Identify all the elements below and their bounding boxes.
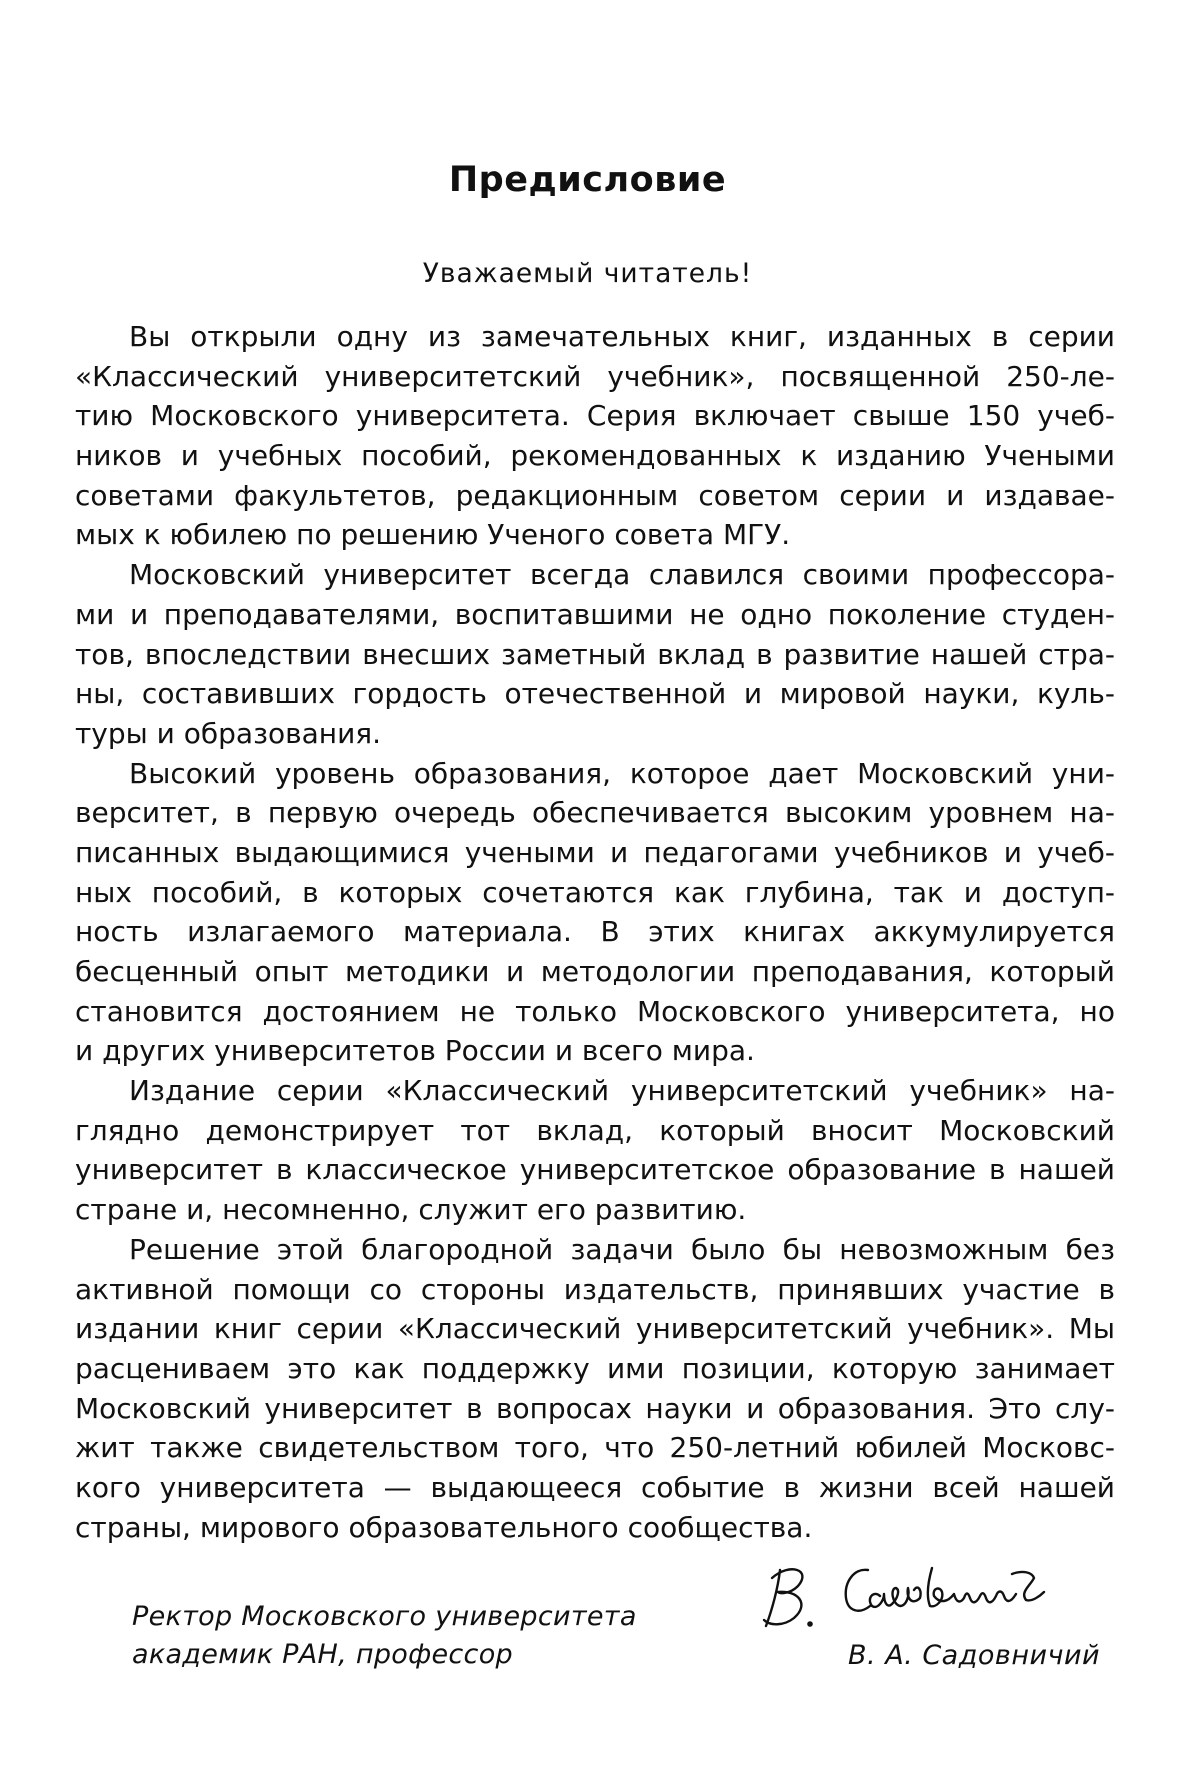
position-line: Ректор Московского университета bbox=[132, 1601, 637, 1632]
text-line: расцениваем это как поддержку ими позиции, которую занимает bbox=[75, 1351, 1115, 1385]
position-line: академик РАН, профессор bbox=[132, 1639, 513, 1670]
text-line: жит также свидетельством того, что 250-летний юбилей Московс- bbox=[75, 1431, 1115, 1465]
text-line: ников и учебных пособий, рекомендованных к изданию Учеными bbox=[75, 439, 1115, 473]
text-line: бесценный опыт методики и методологии преподавания, который bbox=[75, 955, 1115, 988]
text-line: верситет, в первую очередь обеспечивается высоким уровнем на- bbox=[75, 796, 1115, 830]
text-line: становится достоянием не только Московского университета, но bbox=[75, 994, 1115, 1028]
salutation: Уважаемый читатель! bbox=[422, 258, 753, 289]
text-line: издании книг серии «Классический университетский учебник». Мы bbox=[75, 1312, 1115, 1346]
signatory-position bbox=[132, 1598, 637, 1674]
text-line: тов, впоследствии внесших заметный вклад в развитие нашей стра- bbox=[75, 637, 1115, 671]
text-line: писанных выдающимися учеными и педагогами учебников и учеб- bbox=[75, 835, 1115, 869]
text-line: активной помощи со стороны издательств, принявших участие в bbox=[75, 1272, 1115, 1306]
text-line: ность излагаемого материала. В этих книгах аккумулируется bbox=[75, 915, 1115, 949]
text-line: Московский университет всегда славился своими профессора- bbox=[129, 558, 1115, 592]
text-line: Вы открыли одну из замечательных книг, изданных в серии bbox=[129, 320, 1115, 353]
text-line: глядно демонстрирует тот вклад, который вносит Московский bbox=[75, 1113, 1115, 1147]
text-line: туры и образования. bbox=[75, 716, 382, 750]
text-line: советами факультетов, редакционным советом серии и издавае- bbox=[75, 478, 1115, 512]
signatory-name: В. А. Садовничий bbox=[848, 1640, 1101, 1671]
text-line: страны, мирового образовательного сообщества. bbox=[75, 1510, 813, 1544]
page-title: Предисловие bbox=[448, 160, 727, 200]
text-line: тию Московского университета. Серия включает свыше 150 учеб- bbox=[75, 399, 1115, 433]
text-line: ны, составивших гордость отечественной и мировой науки, куль- bbox=[75, 677, 1115, 711]
text-line: «Классический университетский учебник», посвященной 250-ле- bbox=[75, 359, 1115, 393]
text-line: Издание серии «Классический университетский учебник» на- bbox=[129, 1074, 1115, 1108]
text-line: стране и, несомненно, служит его развитию. bbox=[75, 1193, 747, 1227]
text-line: Высокий уровень образования, которое дает Московский уни- bbox=[129, 756, 1115, 790]
text-line: ми и преподавателями, воспитавшими не одно поколение студен- bbox=[75, 597, 1115, 631]
text-line: кого университета — выдающееся событие в жизни всей нашей bbox=[75, 1470, 1115, 1504]
text-line: университет в классическое университетское образование в нашей bbox=[75, 1153, 1115, 1187]
text-line: Решение этой благородной задачи было бы невозможным без bbox=[129, 1232, 1115, 1266]
text-line: и других университетов России и всего мира. bbox=[75, 1034, 755, 1068]
text-line: Московский университет в вопросах науки и образования. Это слу- bbox=[75, 1391, 1115, 1425]
text-line: ных пособий, в которых сочетаются как глубина, так и доступ- bbox=[75, 875, 1115, 909]
text-line: мых к юбилею по решению Ученого совета МГУ. bbox=[75, 518, 791, 552]
handwritten-signature bbox=[750, 1548, 1080, 1638]
